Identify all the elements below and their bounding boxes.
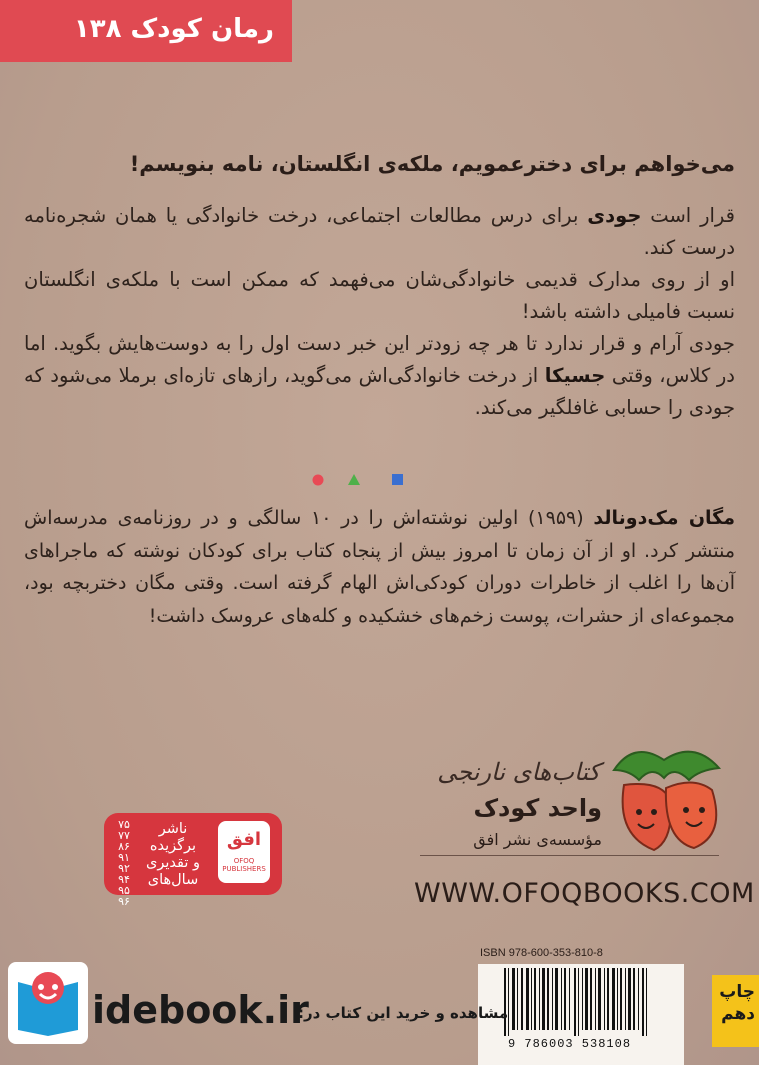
synopsis: [24, 200, 735, 424]
series-label: رمان کودک ۱۳۸: [73, 14, 274, 44]
publisher-divider-line: [420, 855, 719, 856]
author-name: مگان مک‌دونالد: [593, 507, 735, 529]
author-bio: [24, 502, 735, 632]
isbn-label: ISBN 978-600-353-810-8: [480, 947, 603, 959]
strawberry-mascot-icon: [594, 740, 734, 860]
publisher-award-badge: [104, 813, 282, 908]
publisher-unit-name: واحد کودک: [473, 794, 602, 822]
barcode-digits: 9 786003 538108: [508, 1037, 632, 1051]
barcode: [478, 964, 684, 1065]
publisher-website: WWW.OFOQBOOKS.COM: [414, 878, 755, 909]
ofoq-logo-icon: افق OFOQ PUBLISHERS: [218, 821, 270, 883]
publisher-institute: مؤسسه‌ی نشر افق: [473, 830, 602, 849]
synopsis-paragraph-2: او از روی مدارک قدیمی خانوادگی‌شان می‌فهمد که ممکن است با ملکه‌ی انگلستان نسبت فامیلی داشته باشد!: [24, 268, 735, 323]
character-name-jessica: جسیکا: [544, 364, 606, 387]
award-years: ۷۵ ۷۷ ۸۶ ۹۱ ۹۲ ۹۴ ۹۵ ۹۶: [118, 818, 130, 908]
section-divider-shapes: [308, 472, 408, 488]
author-bio-text: (۱۹۵۹) اولین نوشته‌اش را در ۱۰ سالگی و در روزنامه‌ی مدرسه‌اش منتشر کرد. او از آن زمان تا امروز بیش از پنجاه کتاب برای کودکان نوشته که ماجراهای آن‌ها را اغلب از خاطرات دوران کودکی‌اش الهام گرفته است. وقتی مگان دختربچه بود، مجموعه‌ای از حشرات، پوست زخم‌های خشکیده و کله‌های عروسک داشت!: [24, 507, 735, 627]
award-text: ناشر برگزیده و تقدیری سال‌های: [146, 821, 200, 888]
synopsis-paragraph-3: جودی آرام و قرار ندارد تا هر چه زودتر این خبر دست اول را به دوست‌هایش بگوید. اما در کلاس، وقتی جسیکا از درخت خانوادگی‌اش می‌گوید، رازهای تازه‌ای برملا می‌شود که جودی را حسابی غافلگیر می‌کند.: [24, 332, 735, 419]
watermark-brand[interactable]: idebook.ir: [92, 988, 309, 1032]
publisher-block: [400, 740, 740, 870]
synopsis-paragraph-1: قرار است جودی برای درس مطالعات اجتماعی، درخت خانوادگی یا همان شجره‌نامه درست کند.: [24, 204, 735, 259]
divider-circle: [313, 475, 324, 486]
cover-headline: می‌خواهم برای دخترعمویم، ملکه‌ی انگلستان، نامه بنویسم!: [129, 152, 735, 176]
book-store-icon: [8, 962, 88, 1044]
edition-badge: چاپ دهم: [712, 975, 759, 1047]
barcode-bars: [486, 968, 676, 1036]
divider-triangle: [348, 474, 360, 485]
imprint-script-logo: کتاب‌های نارنجی: [437, 758, 600, 786]
divider-square: [392, 474, 403, 485]
character-name-jodi: جودی: [587, 204, 642, 227]
series-tab: [0, 0, 292, 62]
watermark-caption: مشاهده و خرید این کتاب در:: [298, 1004, 509, 1022]
